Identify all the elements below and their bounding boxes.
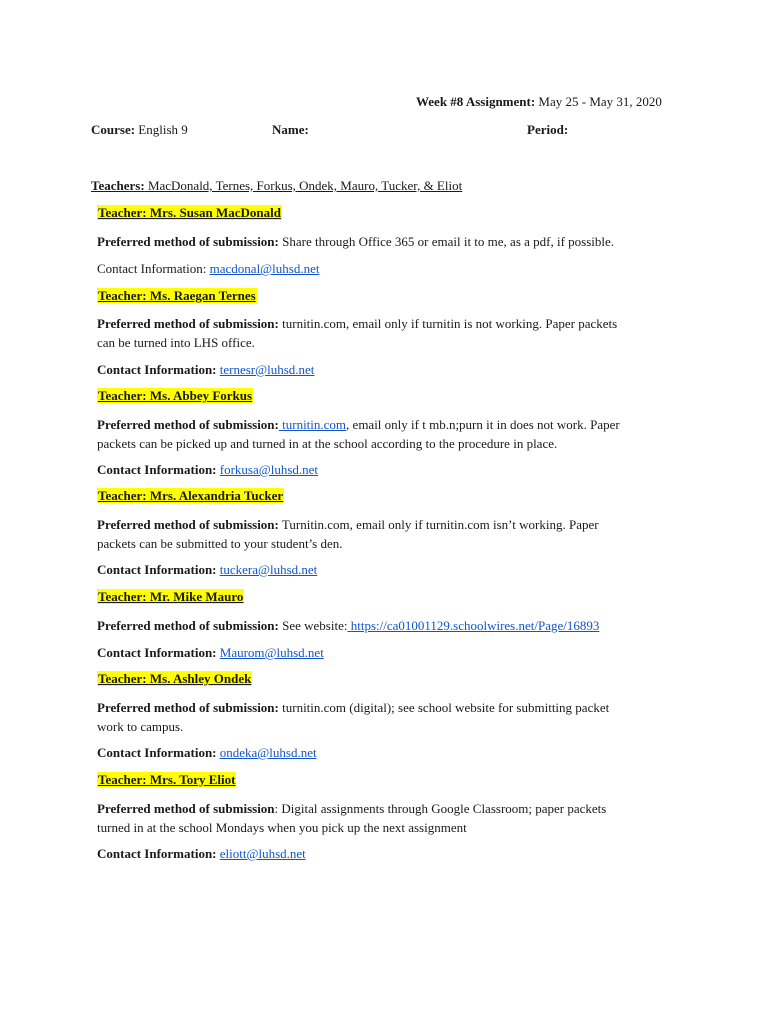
submission-text: Share through Office 365 or email it to me, as a pdf, if possible.	[282, 234, 615, 249]
contact-email-link[interactable]: macdonal@luhsd.net	[209, 261, 320, 276]
submission-method	[97, 617, 672, 636]
teacher-heading: Teacher: Ms. Ashley Ondek	[98, 671, 252, 686]
teachers-label: Teachers:	[91, 178, 145, 193]
teacher-heading: Teacher: Mrs. Susan MacDonald	[98, 205, 281, 220]
teacher-heading: Teacher: Mrs. Alexandria Tucker	[98, 488, 284, 503]
contact-email-link[interactable]: Maurom@luhsd.net	[219, 645, 324, 660]
submission-method	[97, 516, 672, 553]
teacher-heading: Teacher: Ms. Abbey Forkus	[98, 388, 253, 403]
teacher-section-macdonald	[97, 205, 672, 221]
teachers-names: MacDonald, Ternes, Forkus, Ondek, Mauro, Tucker, & Eliot	[147, 178, 463, 193]
teacher-section-ternes	[97, 288, 672, 304]
submission-label: Preferred method of submission:	[97, 618, 279, 633]
contact-email-link[interactable]: ternesr@luhsd.net	[219, 362, 315, 377]
contact-info	[97, 846, 672, 862]
contact-info	[97, 362, 672, 378]
period-label: Period:	[527, 122, 569, 137]
contact-label: Contact Information:	[97, 846, 217, 861]
submission-label: Preferred method of submission:	[97, 417, 279, 432]
contact-email-link[interactable]: forkusa@luhsd.net	[219, 462, 319, 477]
period-field	[527, 122, 568, 138]
turnitin-link[interactable]: turnitin.com	[278, 417, 347, 432]
contact-info	[97, 562, 672, 578]
submission-label: Preferred method of submission:	[97, 700, 279, 715]
submission-text-cont: turned in at the school Mondays when you pick up the next assignment	[97, 819, 467, 835]
submission-method	[97, 315, 672, 352]
school-website-link[interactable]: https://ca01001129.schoolwires.net/Page/16893	[347, 618, 600, 633]
submission-text-cont: work to campus.	[97, 718, 184, 734]
submission-text: : Digital assignments through Google Classroom; paper packets	[274, 801, 607, 816]
submission-text-cont: packets can be picked up and turned in at the school according to the procedure in place.	[97, 435, 558, 451]
course-field	[91, 122, 188, 138]
contact-info	[97, 645, 672, 661]
teacher-section-mauro	[97, 589, 672, 605]
week-dates: May 25 - May 31, 2020	[538, 94, 662, 109]
teacher-section-ondek	[97, 671, 672, 687]
submission-method	[97, 416, 672, 453]
course-label: Course:	[91, 122, 136, 137]
submission-method	[97, 233, 672, 252]
submission-text-cont: can be turned into LHS office.	[97, 334, 255, 350]
contact-email-link[interactable]: eliott@luhsd.net	[219, 846, 306, 861]
submission-method	[97, 699, 672, 736]
contact-email-link[interactable]: tuckera@luhsd.net	[219, 562, 318, 577]
name-label: Name:	[272, 122, 309, 137]
submission-text-cont: packets can be submitted to your student’s den.	[97, 535, 343, 551]
contact-info: Contact Information: macdonal@luhsd.net	[97, 261, 320, 276]
submission-text: turnitin.com (digital); see school website for submitting packet	[282, 700, 610, 715]
contact-label: Contact Information:	[97, 362, 217, 377]
contact-info	[97, 745, 672, 761]
teacher-heading: Teacher: Ms. Raegan Ternes	[98, 288, 256, 303]
teachers-list-line	[91, 178, 462, 194]
contact-label: Contact Information:	[97, 562, 217, 577]
submission-text: See website:	[282, 618, 348, 633]
submission-label: Preferred method of submission	[97, 801, 275, 816]
contact-label: Contact Information:	[97, 745, 217, 760]
course-value: English 9	[138, 122, 188, 137]
teacher-section-eliot	[97, 772, 672, 788]
submission-label: Preferred method of submission:	[97, 517, 279, 532]
submission-method	[97, 800, 672, 837]
teacher-section-tucker	[97, 488, 672, 504]
contact-label: Contact Information:	[97, 462, 217, 477]
submission-label: Preferred method of submission:	[97, 316, 279, 331]
contact-email-link[interactable]: ondeka@luhsd.net	[219, 745, 317, 760]
contact-label: Contact Information:	[97, 645, 217, 660]
teacher-heading: Teacher: Mrs. Tory Eliot	[98, 772, 236, 787]
submission-text: , email only if t mb.n;purn it in does not work. Paper	[346, 417, 620, 432]
week-assignment-line	[416, 94, 662, 110]
week-label: Week #8 Assignment:	[416, 94, 536, 109]
submission-label: Preferred method of submission:	[97, 234, 279, 249]
submission-text: Turnitin.com, email only if turnitin.com isn’t working. Paper	[281, 517, 599, 532]
teacher-section-forkus	[97, 388, 672, 404]
name-field	[272, 122, 309, 138]
submission-text: turnitin.com, email only if turnitin is not working. Paper packets	[282, 316, 618, 331]
contact-info	[97, 462, 672, 478]
teacher-heading: Teacher: Mr. Mike Mauro	[98, 589, 244, 604]
